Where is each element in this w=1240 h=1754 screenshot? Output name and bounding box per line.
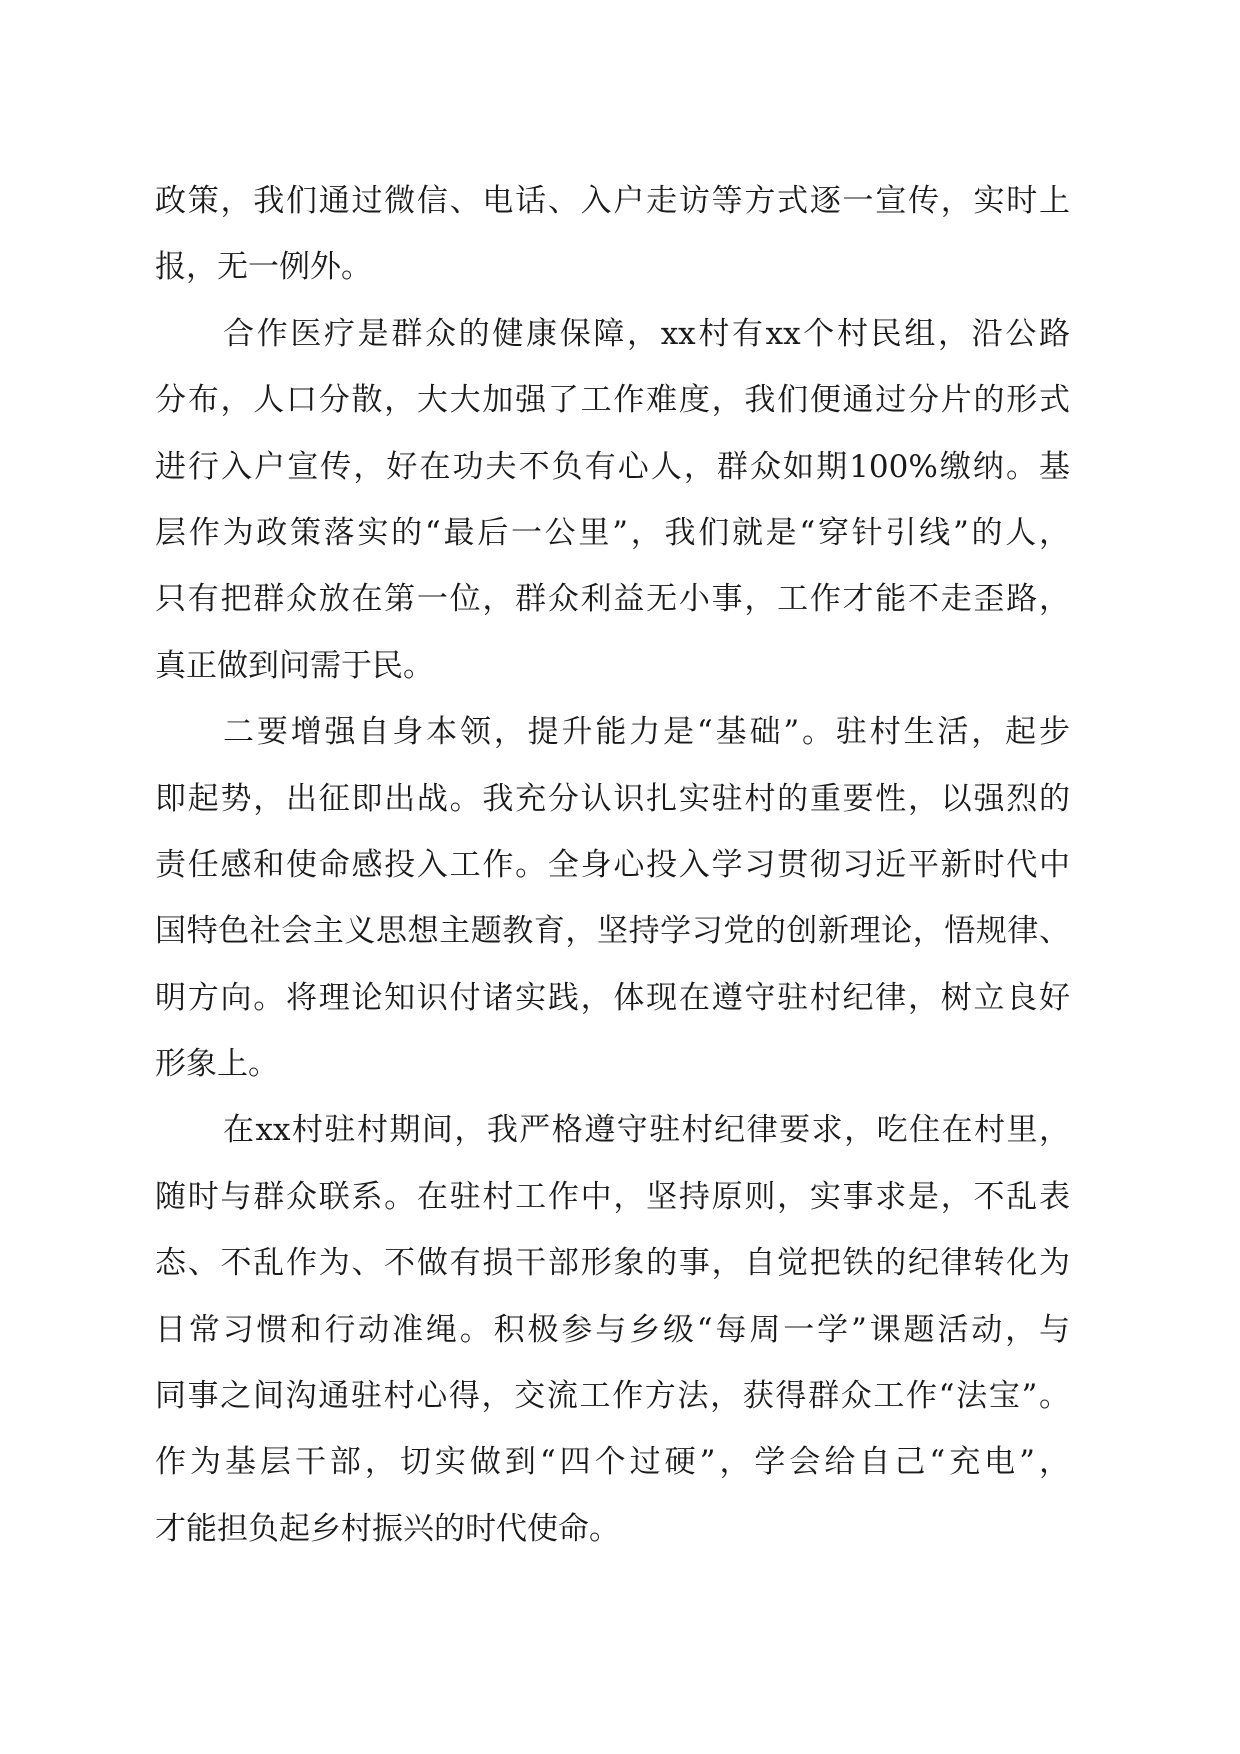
text-line-12: 国特色社会主义思想主题教育，坚持学习党的创新理论，悟规律、 — [155, 913, 1070, 950]
text-line-7: 只有把群众放在第一位，群众利益无小事，工作才能不走歪路， — [155, 581, 1070, 618]
text-line-15: 在xx村驻村期间，我严格遵守驻村纪律要求，吃住在村里， — [223, 1112, 1070, 1149]
text-line-8: 真正做到问需于民。 — [155, 647, 434, 684]
document-body — [155, 168, 1070, 1562]
text-line-20: 作为基层干部，切实做到“四个过硬”，学会给自己“充电”， — [155, 1444, 1070, 1481]
text-line-14: 形象上。 — [155, 1046, 279, 1083]
text-line-21: 才能担负起乡村振兴的时代使命。 — [155, 1510, 620, 1547]
text-line-16: 随时与群众联系。在驻村工作中，坚持原则，实事求是，不乱表 — [155, 1178, 1070, 1215]
text-line-11: 责任感和使命感投入工作。全身心投入学习贯彻习近平新时代中 — [155, 846, 1070, 883]
text-line-5: 进行入户宣传，好在功夫不负有心人，群众如期100%缴纳。基 — [155, 448, 1070, 485]
text-line-19: 同事之间沟通驻村心得，交流工作方法，获得群众工作“法宝”。 — [155, 1378, 1070, 1415]
text-line-17: 态、不乱作为、不做有损干部形象的事，自觉把铁的纪律转化为 — [155, 1245, 1070, 1282]
text-line-4: 分布，人口分散，大大加强了工作难度，我们便通过分片的形式 — [155, 382, 1070, 419]
text-line-10: 即起势，出征即出战。我充分认识扎实驻村的重要性，以强烈的 — [155, 780, 1070, 817]
text-line-9: 二要增强自身本领，提升能力是“基础”。驻村生活，起步 — [223, 714, 1070, 751]
text-line-13: 明方向。将理论知识付诸实践，体现在遵守驻村纪律，树立良好 — [155, 979, 1070, 1016]
text-line-2: 报，无一例外。 — [155, 249, 372, 286]
text-line-3: 合作医疗是群众的健康保障，xx村有xx个村民组，沿公路 — [223, 315, 1070, 352]
text-line-1: 政策，我们通过微信、电话、入户走访等方式逐一宣传，实时上 — [155, 183, 1070, 219]
text-line-6: 层作为政策落实的“最后一公里”，我们就是“穿针引线”的人， — [155, 514, 1070, 551]
text-line-18: 日常习惯和行动准绳。积极参与乡级“每周一学”课题活动，与 — [155, 1311, 1070, 1348]
